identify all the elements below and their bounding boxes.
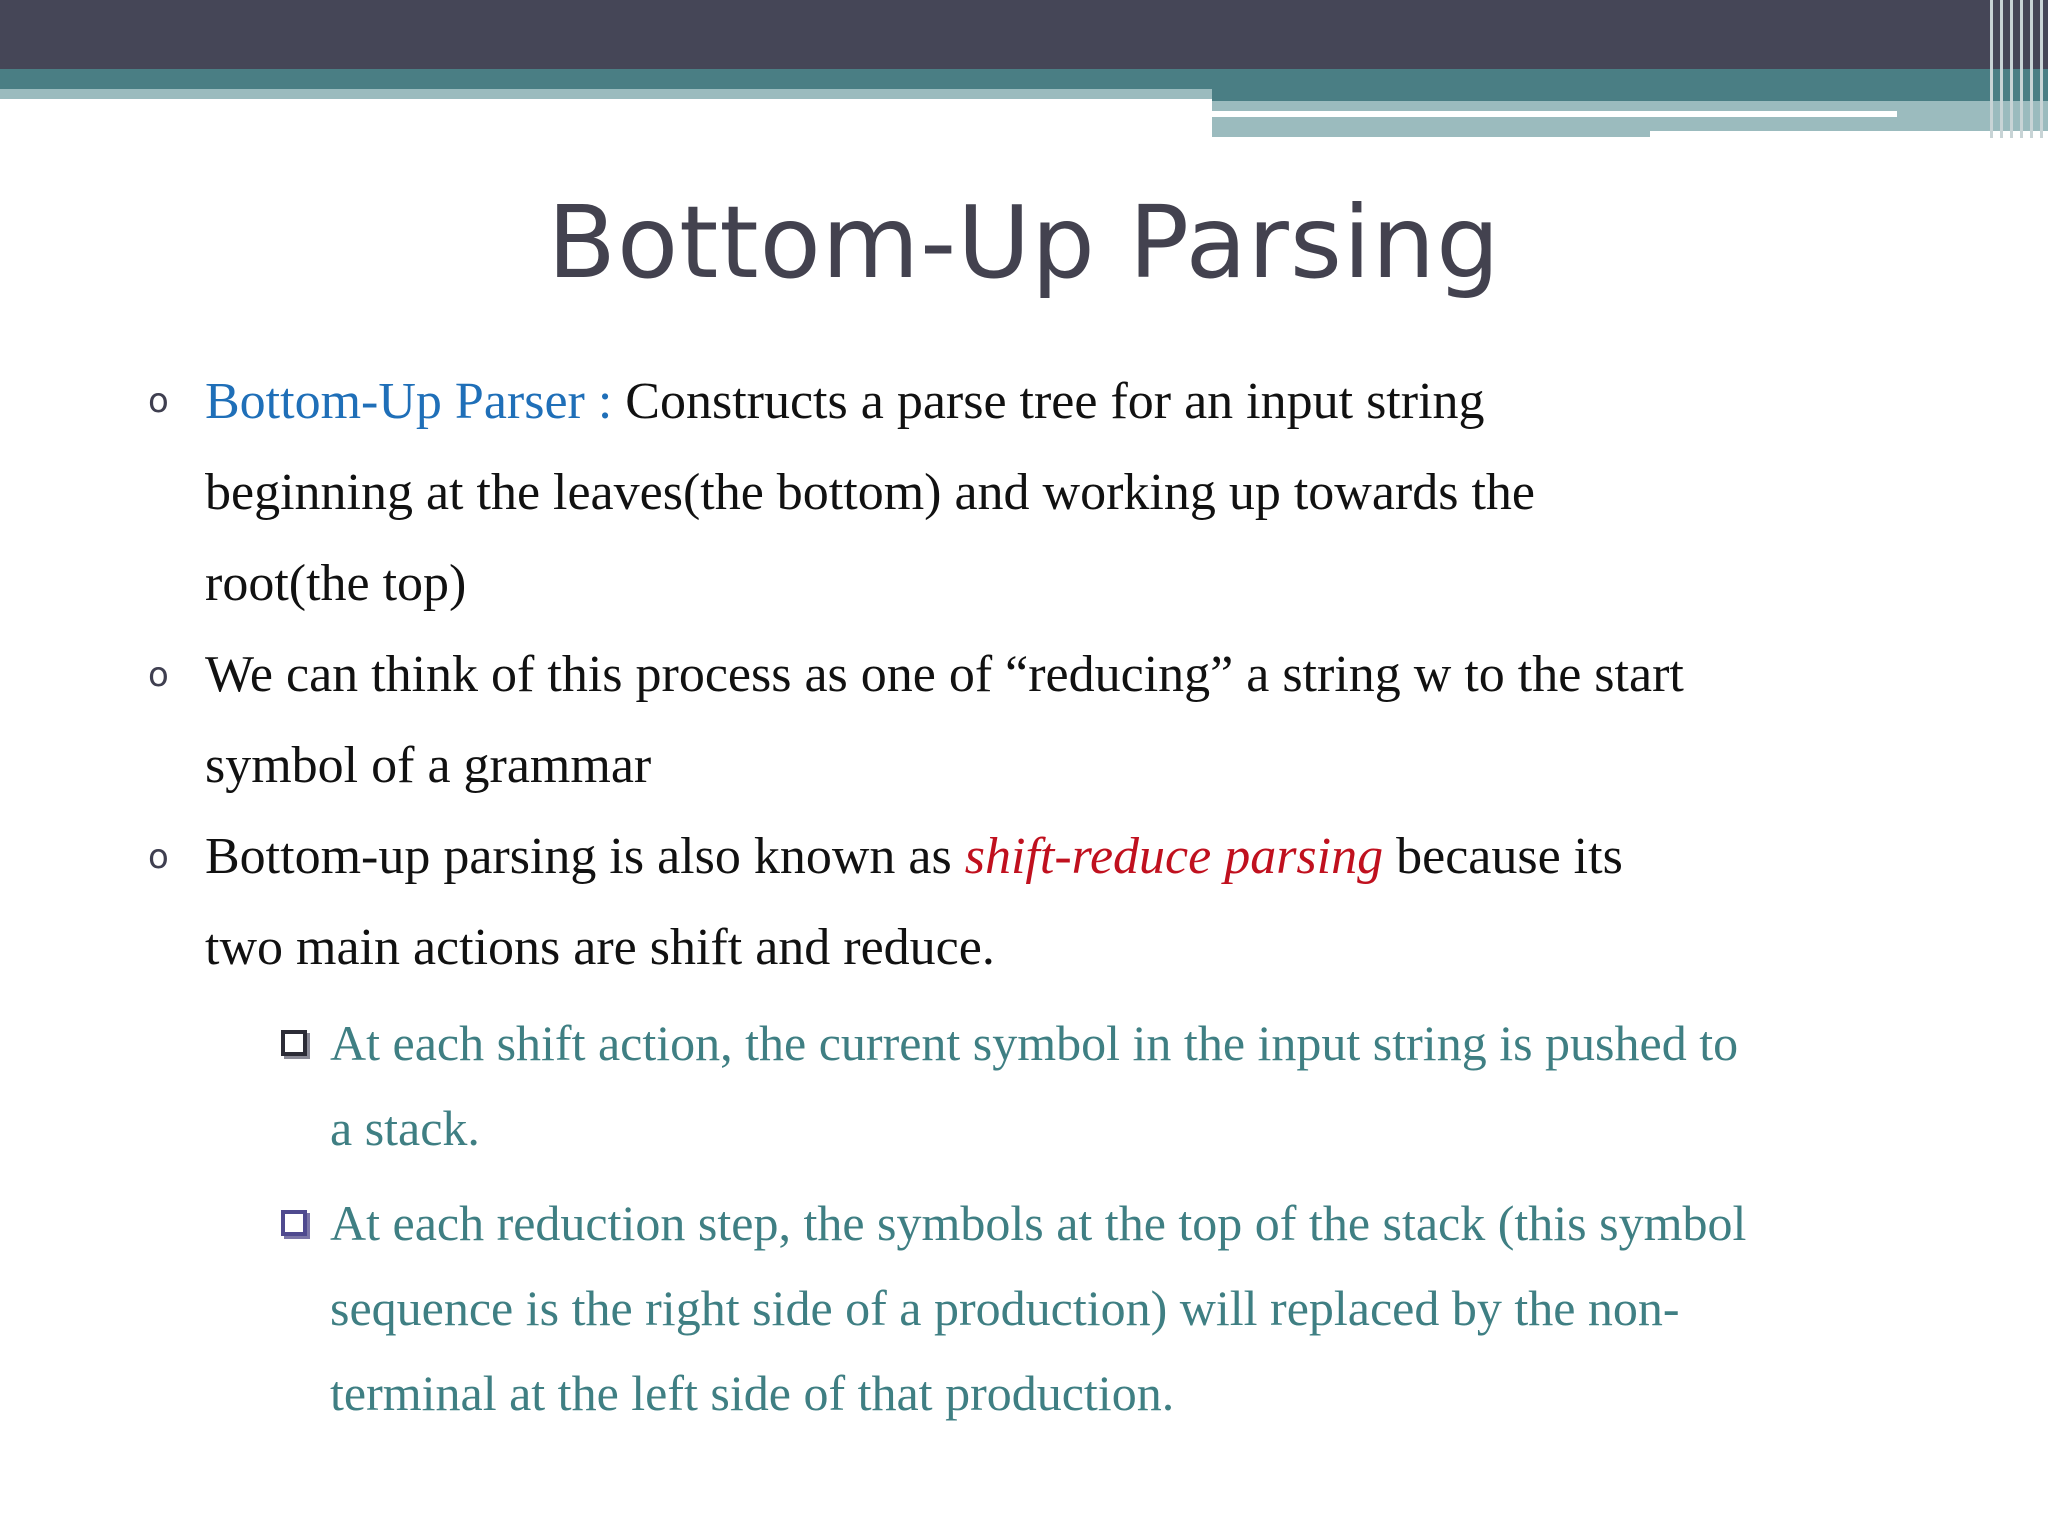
bullet-2-line-1: We can think of this process as one of “reducing” a string w to the start — [205, 646, 1684, 703]
bullet-1-line-1 — [205, 372, 1485, 432]
bullet-3-line-1 — [205, 827, 1623, 887]
circle-bullet-icon: o — [148, 655, 169, 695]
header-stripes — [1986, 0, 2048, 138]
header-band-light-left — [0, 89, 1212, 99]
sub-bullet-2-line-2: sequence is the right side of a production) will replaced by the non- — [330, 1280, 1680, 1336]
sub-bullet-2-line-1: At each reduction step, the symbols at the top of the stack (this symbol — [330, 1195, 1747, 1251]
bullet-1-term: Bottom-Up Parser : — [205, 373, 613, 430]
sub-bullet-1-line-1: At each shift action, the current symbol in the input string is pushed to — [330, 1015, 1739, 1071]
square-bullet-icon — [281, 1210, 307, 1236]
header-band-dark — [0, 0, 2048, 69]
circle-bullet-icon: o — [148, 837, 169, 877]
bullet-2-line-2: symbol of a grammar — [205, 737, 652, 794]
bullet-1-text: Constructs a parse tree for an input string — [612, 373, 1485, 430]
bullet-3-emphasis: shift-reduce parsing — [964, 828, 1384, 885]
bullet-1-line-3: root(the top) — [205, 555, 467, 612]
sub-bullet-1-line-2: a stack. — [330, 1100, 480, 1156]
header-band-teal-right — [1212, 89, 2048, 101]
bullet-3-text-pre: Bottom-up parsing is also known as — [205, 828, 965, 885]
bullet-3-text-post: because its — [1383, 828, 1623, 885]
header-band-white-line — [1212, 111, 1897, 117]
slide-title: Bottom-Up Parsing — [547, 184, 1501, 301]
sub-bullet-2-line-3: terminal at the left side of that production. — [330, 1365, 1175, 1421]
header-band-teal — [0, 69, 2048, 89]
square-bullet-icon — [281, 1030, 307, 1056]
bullet-1-line-2: beginning at the leaves(the bottom) and working up towards the — [205, 464, 1536, 521]
circle-bullet-icon: o — [148, 381, 169, 421]
bullet-3-line-2: two main actions are shift and reduce. — [205, 919, 995, 976]
